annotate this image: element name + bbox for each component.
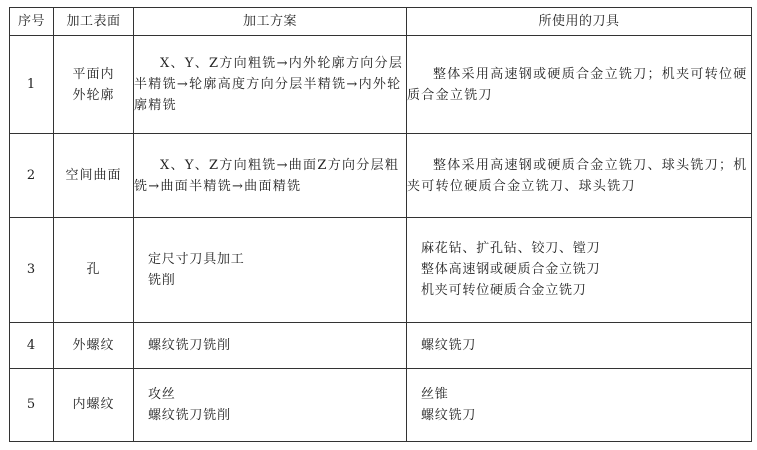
tools-lines: [407, 384, 751, 426]
scheme-lines: [134, 384, 406, 426]
header-scheme: 加工方案: [134, 8, 407, 36]
tools-line: 整体高速钢或硬质合金立铣刀: [421, 262, 601, 278]
row-scheme: [134, 134, 407, 218]
row-no: 1: [10, 36, 54, 134]
row-tools: [407, 218, 752, 323]
header-surface: 加工表面: [54, 8, 134, 36]
scheme-line: 攻丝: [148, 386, 176, 402]
tools-text: 整体采用高速钢或硬质合金立铣刀、球头铣刀；机夹可转位硬质合金立铣刀、球头铣刀: [407, 157, 748, 194]
scheme-lines: [134, 335, 406, 356]
row-no: 2: [10, 134, 54, 218]
row-surface: 空间曲面: [54, 134, 134, 218]
header-no: 序号: [10, 8, 54, 36]
row-tools: [407, 368, 752, 441]
machining-process-table: [9, 7, 752, 442]
row-tools: [407, 322, 752, 368]
tools-lines: [407, 238, 751, 301]
row-surface: 孔: [54, 218, 134, 323]
row-no: 5: [10, 368, 54, 441]
tools-text: 整体采用高速钢或硬质合金立铣刀；机夹可转位硬质合金立铣刀: [407, 66, 748, 103]
table-row: [10, 36, 752, 134]
table-row: [10, 368, 752, 441]
table-row: [10, 218, 752, 323]
tools-line: 机夹可转位硬质合金立铣刀: [421, 283, 587, 299]
row-surface: [54, 36, 134, 134]
header-tools: 所使用的刀具: [407, 8, 752, 36]
scheme-text: X、Y、Z方向粗铣→曲面Z方向分层粗铣→曲面半精铣→曲面精铣: [134, 157, 400, 194]
row-scheme: [134, 36, 407, 134]
tools-line: 螺纹铣刀: [421, 337, 477, 353]
row-tools: [407, 36, 752, 134]
scheme-line: 铣削: [148, 272, 176, 288]
tools-line: 麻花钻、扩孔钻、铰刀、镗刀: [421, 241, 601, 257]
row-scheme: [134, 218, 407, 323]
table-row: [10, 134, 752, 218]
row-surface: 内螺纹: [54, 368, 134, 441]
scheme-line: 螺纹铣刀铣削: [148, 337, 231, 353]
scheme-line: 螺纹铣刀铣削: [148, 407, 231, 423]
table-row: [10, 322, 752, 368]
scheme-lines: [134, 249, 406, 291]
scheme-line: 定尺寸刀具加工: [148, 251, 245, 267]
row-tools: [407, 134, 752, 218]
row-scheme: [134, 368, 407, 441]
row-surface: 外螺纹: [54, 322, 134, 368]
row-no: 4: [10, 322, 54, 368]
surface-text: 平面内外轮廓: [72, 66, 115, 103]
row-scheme: [134, 322, 407, 368]
tools-line: 丝锥: [421, 386, 449, 402]
row-no: 3: [10, 218, 54, 323]
table-header-row: [10, 8, 752, 36]
tools-lines: [407, 335, 751, 356]
scheme-text: X、Y、Z方向粗铣→内外轮廓方向分层半精铣→轮廓高度方向分层半精铣→内外轮廓精铣: [134, 56, 404, 114]
tools-line: 螺纹铣刀: [421, 407, 477, 423]
